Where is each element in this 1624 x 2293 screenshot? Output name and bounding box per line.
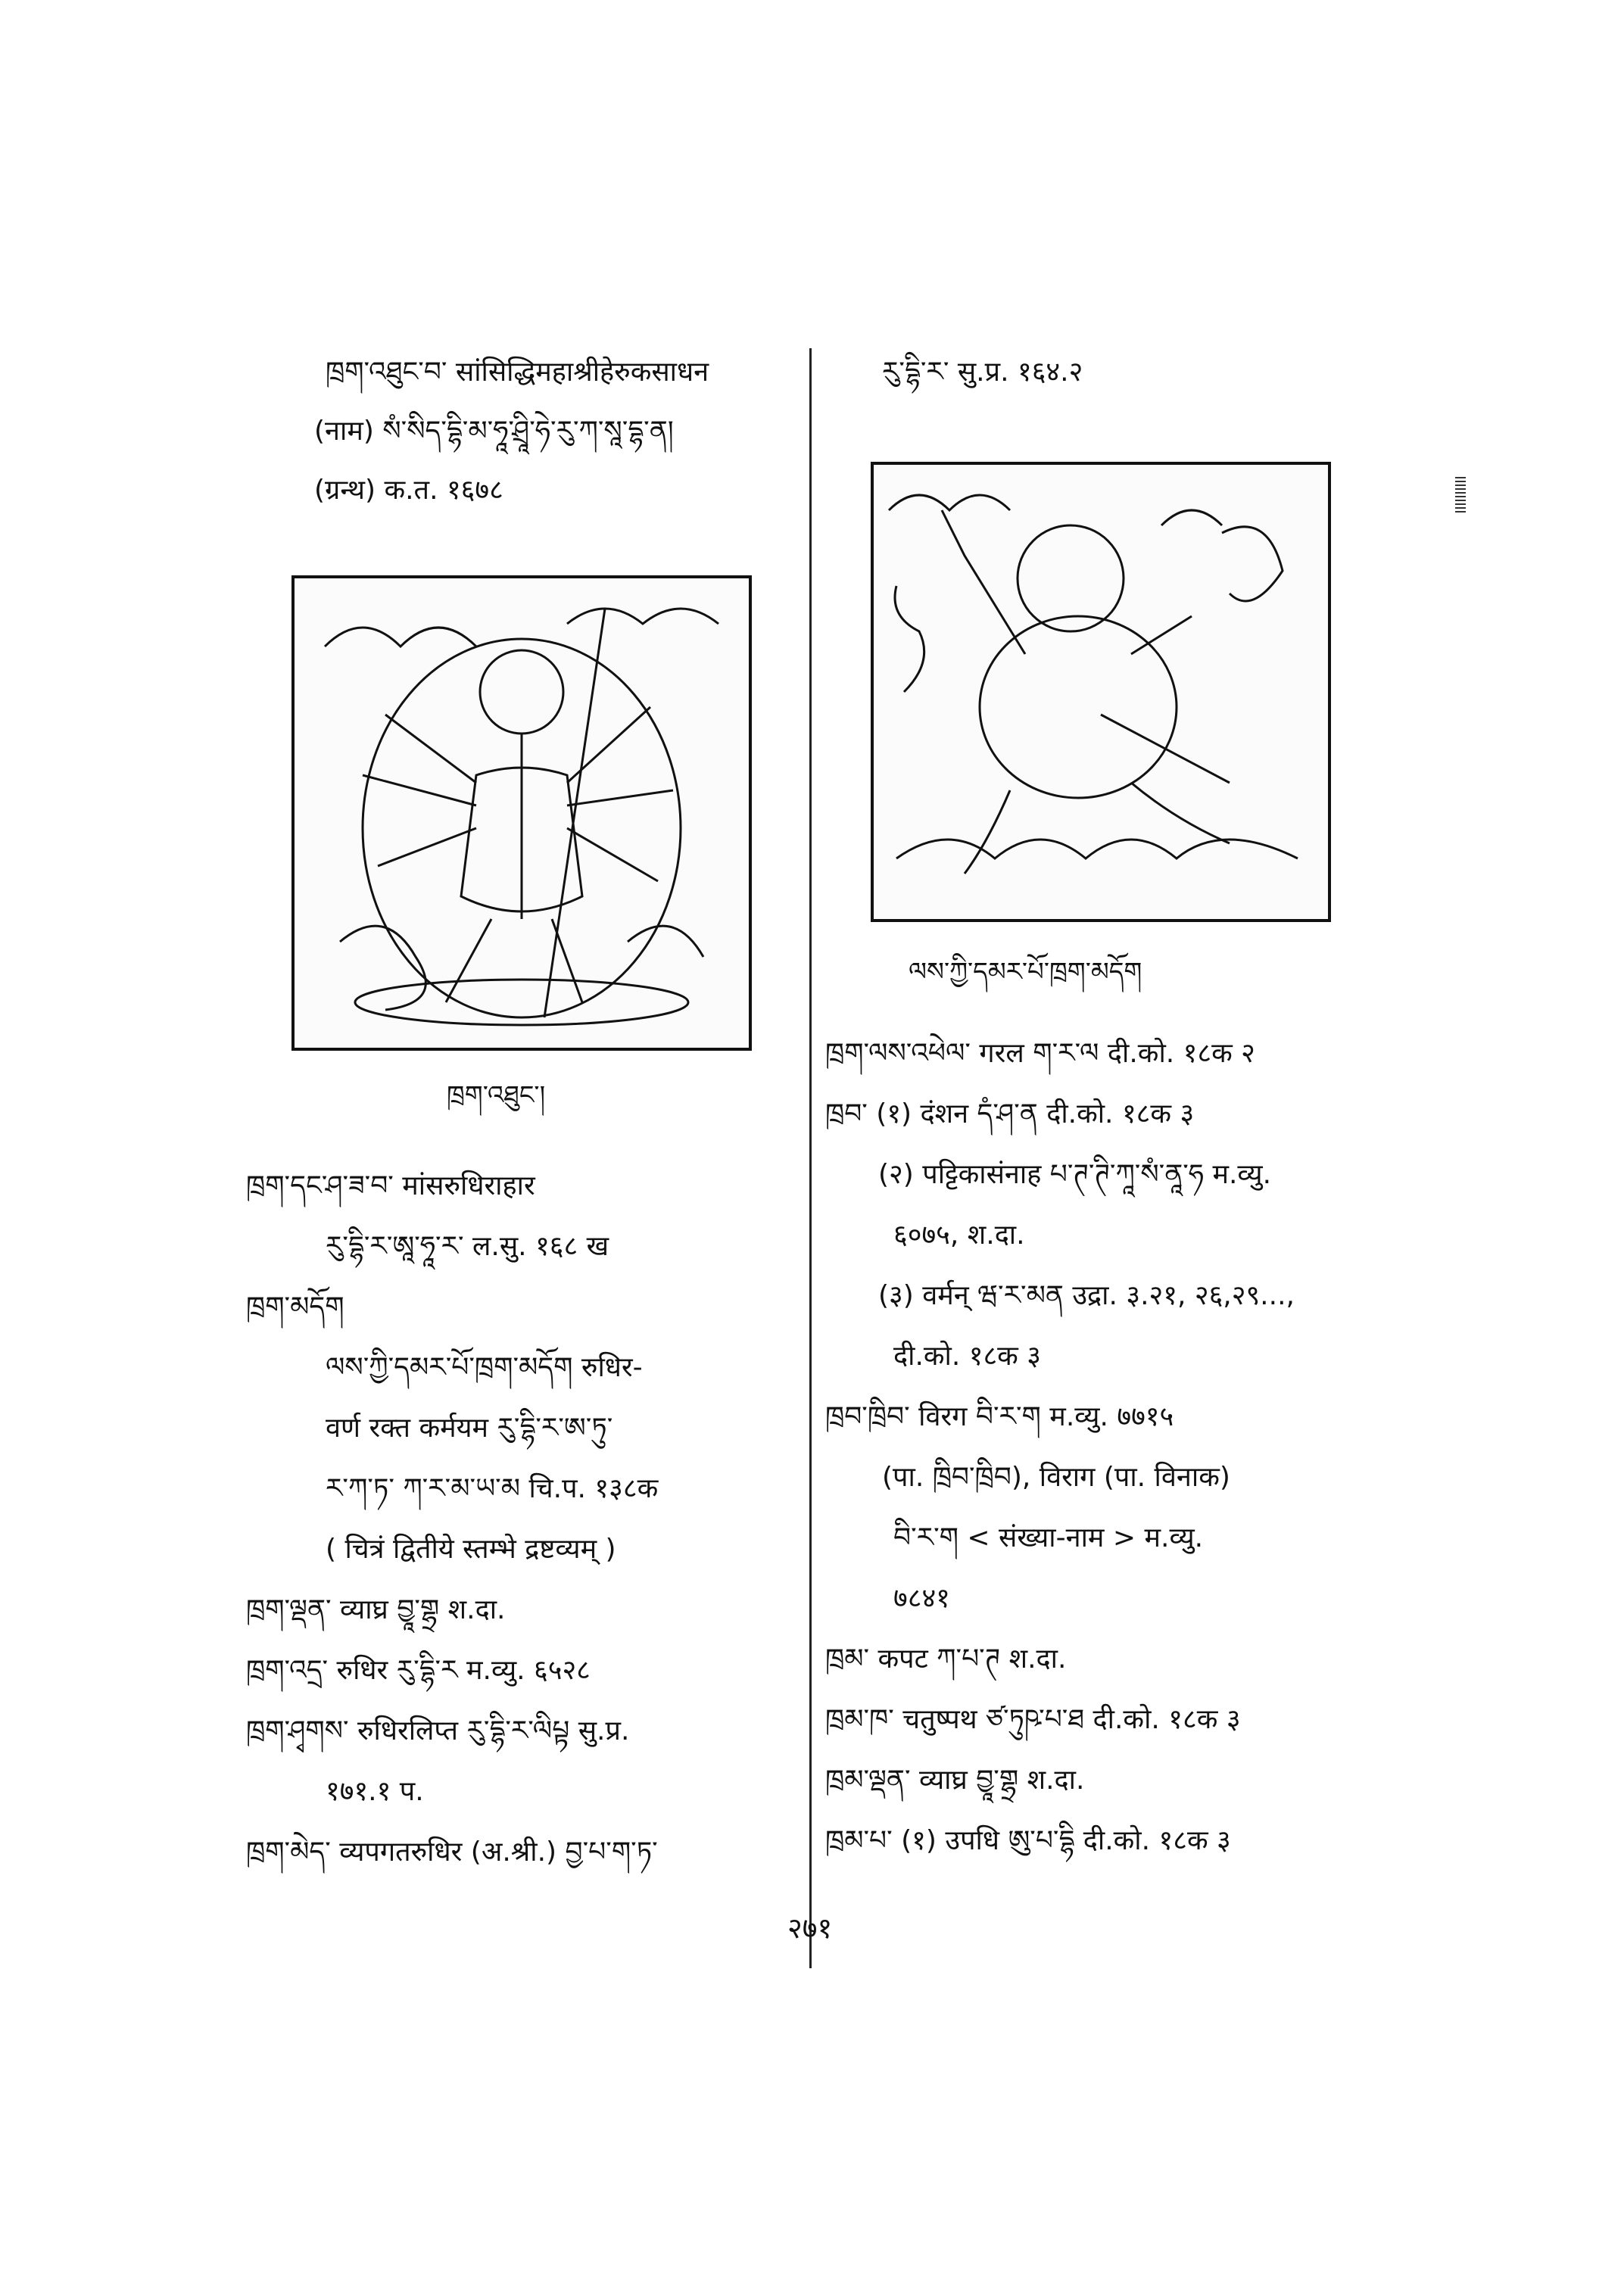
entry-line: ७८४१ [893,1583,950,1614]
entry-line: वर्ण रक्त कर्मयम རུ་དྷི་ར་ཨ་ཏུ་ [326,1413,613,1444]
entry-line: १७१.१ प. [326,1776,424,1807]
margin-mark [1455,477,1466,515]
entry-line: བི་ར་ག < संख्या-नाम > म.व्यु. [893,1522,1204,1553]
left-illustration-caption: ཁྲག་འཐུང་། [447,1080,546,1111]
entry-line: ཁྲག་འདྲ་ रुधिर རུ་དྷི་ར म.व्यु. ६५२८ [246,1655,591,1686]
entry-line: ཁྲབ་ཁྲིབ་ विरग བི་ར་ག म.व्यु. ७७१५ [825,1401,1174,1432]
entry-line: ཁྲམ་ལྡན་ व्याघ्र བྱཱ་གྷྲ श.दा. [825,1765,1085,1796]
deity-illustration-left [291,575,752,1051]
entry-line: ཁྲམ་ཁ་ चतुष्पथ ཙ་ཏུཥ་པ་ཐ दी.को. १८क ३ [825,1704,1241,1735]
entry-line: རུ་དྷི་ར་ཨཱ་ཧཱ་ར་ ल.सु. १६८ ख [326,1231,609,1262]
right-header-line: རུ་དྷི་ར་ सु.प्र. १६४.२ [882,357,1083,388]
entry-line: दी.को. १८क ३ [893,1341,1041,1372]
entry-line: ( चित्रं द्वितीये स्तम्भे द्रष्टव्यम् ) [326,1534,616,1565]
entry-line: ཁྲམ་ कपट ཀ་པ་ཊ श.दा. [825,1643,1067,1675]
wrathful-deity-drawing-icon [874,465,1328,919]
entry-line: ཁྲག་ཤྭགས་ रुधिरलिप्त རུ་དྷི་ར་ལིཔྟ सु.प्र. [246,1715,630,1746]
entry-line: (पा. ཁྲིབ་ཁྲིབ), विराग (पा. विनाक) [882,1462,1230,1493]
entry-line: ཁྲམ་པ་ (१) उपधि ཨུ་པ་དྷི दी.को. १८क ३ [825,1825,1231,1856]
deity-illustration-right [871,462,1331,922]
page-number: २७१ [787,1911,833,1945]
entry-line: ६०७५, श.दा. [893,1220,1025,1251]
deity-drawing-icon [295,578,749,1048]
entry-line: ལས་ཀྱི་དམར་པོ་ཁྲག་མདོག रुधिर- [326,1352,643,1383]
entry-line: ཁྲབ་ (१) दंशन དཾ་ཤ་ན दी.को. १८क ३ [825,1098,1195,1129]
entry-line: (२) पट्टिकासंनाह པ་ཊ་ཊི་ཀཱ་སཾ་ནཱ་ཧ म.व्यु. [878,1159,1272,1190]
column-divider [809,348,812,1968]
left-header-line: ཁྲག་འཐུང་བ་ सांसिद्धिमहाश्रीहेरुकसाधन [326,357,709,388]
entry-line: (३) वर्मन् ཝ་ར་མན उद्रा. ३.२१, २६,२९..., [878,1280,1295,1311]
entry-line: ར་ཀ་ཏ་ ཀ་ར་མ་ཡ་མ चि.प. १३८क [326,1473,659,1504]
entry-line: ཁྲག་ལྡན་ व्याघ्र བྱཱ་གྷྲ श.दा. [246,1594,506,1625]
right-illustration-caption: ལས་ཀྱི་དམར་པོ་ཁྲག་མདོག [909,957,1142,987]
left-header-line: (ग्रन्थ) क.त. १६७८ [314,475,503,506]
left-header-line: (नाम) སཾ་སིད་དྷི་མ་ཧཱ་ཤྲཱི་ཧེ་རུ་ཀ་སཱ་དྷ་ན། [314,416,674,447]
entry-line: ཁྲག་ལས་འཕེལ་ गरल ག་ར་ལ दी.को. १८क २ [825,1038,1255,1069]
entry-line: ཁྲག་དང་ཤ་ཟ་བ་ मांसरुधिराहार [246,1170,535,1201]
entry-line: ཁྲག་མདོག [246,1291,344,1323]
entry-line: ཁྲག་མེད་ व्यपगतरुधिर (अ.श्री.) བྱ་པ་ག་ཏ་ [246,1837,658,1868]
